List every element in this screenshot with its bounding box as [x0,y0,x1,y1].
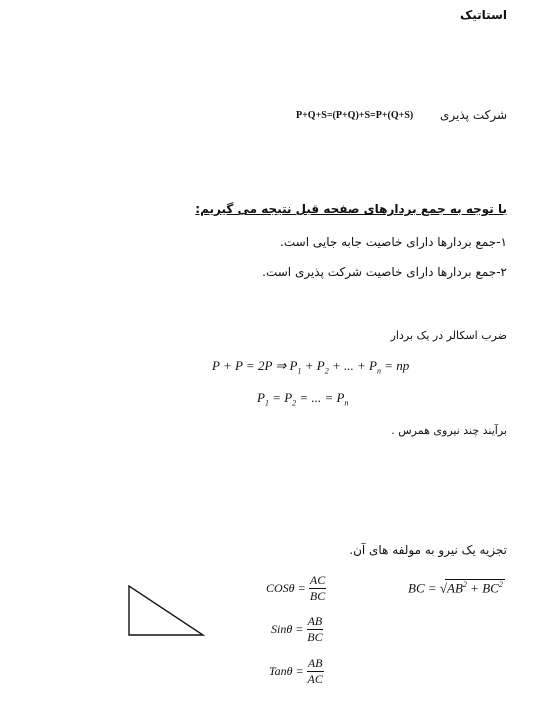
scalar-multiplication-label: ضرب اسکالر در یک بردار [390,329,507,342]
tan-formula: Tanθ = $\frac{AB}{AC}$ [269,656,323,686]
cos-formula: COSθ = $\frac{AC}{BC}$ [266,573,326,603]
scalar-equation-1: P + P = 2P ⇒ $P_1 + P_2$ + ... + $P_n$ = np [212,358,410,376]
scalar-equation-2: $P_1 = P_2$ = ... = $P_n$ [257,390,349,408]
decomposition-label: تجزیه یک نیرو به مولفه های آن. [349,543,507,557]
bc-formula: BC = $√AB^2 + BC^2$ [408,580,503,596]
resultant-label: برآیند چند نیروی همرس . [391,424,507,437]
sin-formula: Sinθ = $\frac{AB}{BC}$ [271,614,323,644]
right-triangle-diagram [126,584,208,640]
list-item-commutative: ۱-جمع بردارها دارای خاصیت جابه جایی است. [280,235,507,249]
associativity-label: شرکت پذیری [440,108,507,122]
list-item-associative: ۲-جمع بردارها دارای خاصیت شرکت پذیری است. [262,265,507,279]
associativity-equation: P+Q+S=(P+Q)+S=P+(Q+S) [296,110,414,121]
section-heading: با توجه به جمع بردارهای صفحه قبل نتیجه می گیریم: [195,202,507,216]
triangle-shape [129,586,203,635]
page-header-title: استاتیک [459,8,507,22]
